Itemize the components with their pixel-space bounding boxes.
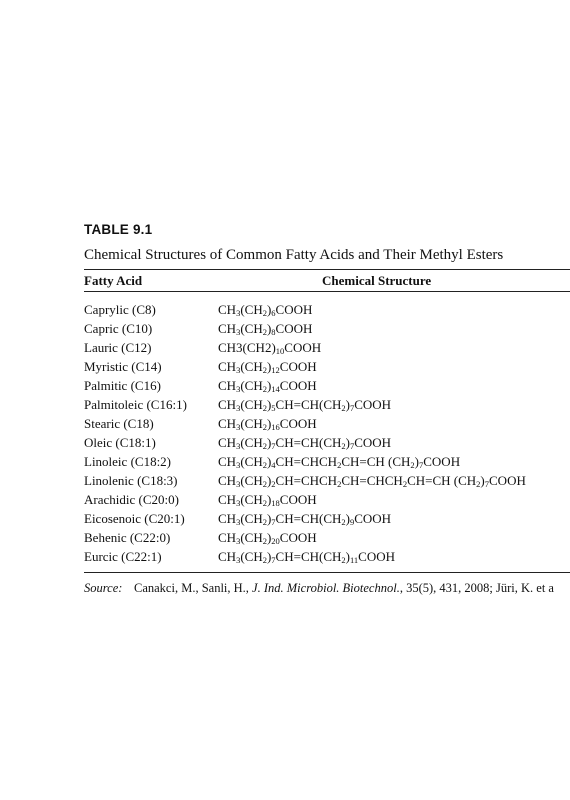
formula-text: CH <box>218 511 237 526</box>
formula-text: CH <box>218 302 237 317</box>
formula-text: (CH <box>240 492 263 507</box>
formula-text: CH=CH(CH <box>275 549 342 564</box>
table-row <box>84 471 570 490</box>
formula-subscript: 2 <box>341 517 346 527</box>
formula-text: ) <box>266 454 272 469</box>
chemical-formula <box>218 414 317 433</box>
table-source-note <box>84 579 570 597</box>
formula-text: ) <box>266 416 272 431</box>
chemical-formula <box>218 395 391 414</box>
formula-subscript: 2 <box>262 441 267 451</box>
formula-text: COOH <box>279 492 317 507</box>
formula-text: (CH <box>240 416 263 431</box>
table-body <box>84 300 570 566</box>
formula-subscript: 3 <box>236 308 241 318</box>
table-header-rule <box>84 291 570 292</box>
formula-subscript: 2 <box>262 460 267 470</box>
table-row <box>84 338 570 357</box>
formula-text: (CH <box>240 321 263 336</box>
table-row <box>84 490 570 509</box>
formula-subscript: 20 <box>271 536 280 546</box>
formula-subscript: 7 <box>271 555 276 565</box>
formula-text: COOH <box>354 397 392 412</box>
formula-text: CH=CH (CH <box>341 454 411 469</box>
formula-subscript: 7 <box>349 441 355 451</box>
formula-text: (CH <box>240 359 263 374</box>
formula-subscript: 2 <box>262 422 267 432</box>
formula-text: CH <box>218 492 237 507</box>
formula-subscript: 2 <box>341 441 346 451</box>
formula-subscript: 3 <box>236 441 241 451</box>
formula-subscript: 2 <box>262 403 267 413</box>
formula-subscript: 4 <box>271 460 276 470</box>
formula-text: COOH <box>284 340 322 355</box>
chemical-formula <box>218 509 391 528</box>
formula-subscript: 3 <box>236 536 241 546</box>
formula-subscript: 2 <box>476 479 481 489</box>
formula-subscript: 8 <box>271 327 276 337</box>
formula-subscript: 3 <box>236 327 241 337</box>
formula-subscript: 9 <box>349 517 355 527</box>
formula-subscript: 2 <box>262 365 267 375</box>
formula-subscript: 2 <box>262 384 267 394</box>
table-row <box>84 452 570 471</box>
formula-text: CH=CHCH <box>275 473 338 488</box>
formula-text: ) <box>266 378 272 393</box>
formula-text: CH <box>218 549 237 564</box>
formula-text: CH <box>218 454 237 469</box>
fatty-acid-name: Eicosenoic (C20:1) <box>84 511 185 526</box>
fatty-acid-name: Palmitoleic (C16:1) <box>84 397 187 412</box>
formula-subscript: 5 <box>271 403 276 413</box>
formula-subscript: 18 <box>271 498 280 508</box>
formula-subscript: 2 <box>337 479 342 489</box>
formula-text: (CH <box>240 511 263 526</box>
source-authors: Canakci, M., Sanli, H., <box>134 581 253 595</box>
formula-text: COOH <box>489 473 526 488</box>
formula-text: (CH <box>240 473 263 488</box>
source-details: , 35(5), 431, 2008; Jüri, K. et a <box>399 581 554 595</box>
formula-text: CH=CH (CH <box>407 473 477 488</box>
formula-text: ) <box>345 549 350 564</box>
formula-text: CH <box>218 530 237 545</box>
formula-text: (CH <box>240 378 263 393</box>
formula-subscript: 2 <box>262 536 267 546</box>
chemical-formula <box>218 300 312 319</box>
formula-text: ) <box>480 473 485 488</box>
formula-subscript: 3 <box>236 365 241 375</box>
formula-text: COOH <box>275 302 313 317</box>
formula-subscript: 3 <box>236 517 241 527</box>
fatty-acid-name: Behenic (C22:0) <box>84 530 171 545</box>
table-row <box>84 433 570 452</box>
formula-text: (CH <box>240 302 263 317</box>
formula-subscript: 3 <box>236 460 241 470</box>
fatty-acid-name: Eurcic (C22:1) <box>84 549 162 564</box>
fatty-acid-name: Stearic (C18) <box>84 416 154 431</box>
formula-subscript: 2 <box>341 555 346 565</box>
fatty-acid-name: Linoleic (C18:2) <box>84 454 172 469</box>
fatty-acid-name: Caprylic (C8) <box>84 302 156 317</box>
table-row <box>84 319 570 338</box>
formula-subscript: 2 <box>262 327 267 337</box>
formula-text: CH <box>218 359 237 374</box>
formula-subscript: 2 <box>410 460 415 470</box>
formula-text: ) <box>266 359 272 374</box>
formula-text: ) <box>345 435 350 450</box>
table-row <box>84 528 570 547</box>
chemical-formula <box>218 547 395 566</box>
chemical-formula <box>218 376 317 395</box>
formula-text: CH=CH(CH <box>275 435 342 450</box>
formula-subscript: 2 <box>262 498 267 508</box>
formula-text: CH=CHCH <box>341 473 403 488</box>
table-row <box>84 395 570 414</box>
formula-text: ) <box>266 511 272 526</box>
formula-text: ) <box>345 511 350 526</box>
formula-text: CH=CH(CH <box>275 397 342 412</box>
formula-text: CH=CH(CH <box>275 511 342 526</box>
formula-subscript: 3 <box>236 555 241 565</box>
formula-subscript: 7 <box>484 479 490 489</box>
formula-text: ) <box>266 549 272 564</box>
chemical-formula <box>218 433 391 452</box>
formula-subscript: 2 <box>262 555 267 565</box>
formula-subscript: 3 <box>236 384 241 394</box>
chemical-formula <box>218 319 312 338</box>
chemical-formula <box>218 452 460 471</box>
fatty-acid-name: Oleic (C18:1) <box>84 435 156 450</box>
formula-text: (CH <box>240 549 263 564</box>
formula-text: ) <box>266 530 272 545</box>
formula-text: ) <box>266 302 272 317</box>
formula-text: COOH <box>275 321 313 336</box>
formula-text: CH <box>218 435 237 450</box>
formula-subscript: 2 <box>337 460 342 470</box>
fatty-acid-name: Myristic (C14) <box>84 359 162 374</box>
table-bottom-rule <box>84 572 570 573</box>
formula-subscript: 2 <box>402 479 408 489</box>
formula-text: ) <box>266 435 272 450</box>
formula-text: ) <box>266 321 272 336</box>
formula-subscript: 2 <box>262 308 267 318</box>
formula-subscript: 3 <box>236 403 241 413</box>
table-row <box>84 547 570 566</box>
table-row <box>84 300 570 319</box>
formula-text: COOH <box>423 454 461 469</box>
header-fatty-acid: Fatty Acid <box>84 273 143 288</box>
table-title: Chemical Structures of Common Fatty Acids and Their Methyl Esters <box>84 247 504 263</box>
chemical-formula <box>218 471 526 490</box>
formula-text: COOH <box>279 416 317 431</box>
chemical-formula <box>218 357 317 376</box>
formula-text: COOH <box>354 435 392 450</box>
formula-subscript: 3 <box>236 498 241 508</box>
table-row <box>84 357 570 376</box>
formula-text: (CH <box>240 454 263 469</box>
fatty-acid-name: Lauric (C12) <box>84 340 152 355</box>
table-row <box>84 509 570 528</box>
fatty-acid-name: Palmitic (C16) <box>84 378 161 393</box>
chemical-formula <box>218 338 321 357</box>
formula-text: CH <box>218 321 237 336</box>
formula-text: (CH <box>240 530 263 545</box>
source-label: Source: <box>84 581 123 595</box>
formula-text: CH3(CH2) <box>218 340 276 355</box>
formula-text: (CH <box>240 397 263 412</box>
formula-text: CH <box>218 397 237 412</box>
formula-subscript: 7 <box>271 441 276 451</box>
formula-text: COOH <box>279 378 317 393</box>
formula-text: (CH <box>240 435 263 450</box>
formula-subscript: 3 <box>236 422 241 432</box>
table-row <box>84 414 570 433</box>
formula-subscript: 16 <box>271 422 280 432</box>
formula-subscript: 7 <box>419 460 424 470</box>
formula-text: COOH <box>279 530 317 545</box>
formula-subscript: 2 <box>271 479 276 489</box>
formula-text: ) <box>266 397 272 412</box>
table-header-row <box>84 270 570 291</box>
formula-subscript: 2 <box>262 517 267 527</box>
formula-subscript: 2 <box>341 403 346 413</box>
table-row <box>84 376 570 395</box>
formula-text: CH=CHCH <box>275 454 338 469</box>
formula-text: CH <box>218 416 237 431</box>
source-journal: J. Ind. Microbiol. Biotechnol. <box>252 581 400 595</box>
fatty-acid-name: Capric (C10) <box>84 321 153 336</box>
formula-text: ) <box>266 492 272 507</box>
formula-text: COOH <box>358 549 396 564</box>
fatty-acid-name: Arachidic (C20:0) <box>84 492 179 507</box>
formula-subscript: 11 <box>349 555 359 565</box>
formula-subscript: 10 <box>275 346 285 356</box>
formula-text: CH <box>218 473 237 488</box>
formula-subscript: 7 <box>349 403 355 413</box>
formula-subscript: 7 <box>271 517 276 527</box>
formula-subscript: 6 <box>271 308 276 318</box>
formula-text: ) <box>345 397 350 412</box>
table-label: TABLE 9.1 <box>84 222 153 237</box>
formula-subscript: 3 <box>236 479 241 489</box>
formula-text: COOH <box>279 359 317 374</box>
header-chemical-structure: Chemical Structure <box>322 273 432 288</box>
formula-subscript: 2 <box>262 479 267 489</box>
formula-text: ) <box>414 454 419 469</box>
table-container <box>84 221 570 597</box>
formula-subscript: 14 <box>271 384 280 394</box>
chemical-formula <box>218 528 317 547</box>
formula-text: CH <box>218 378 237 393</box>
chemical-formula <box>218 490 317 509</box>
formula-subscript: 12 <box>271 365 280 375</box>
formula-text: COOH <box>354 511 392 526</box>
fatty-acid-name: Linolenic (C18:3) <box>84 473 178 488</box>
formula-text: ) <box>266 473 272 488</box>
